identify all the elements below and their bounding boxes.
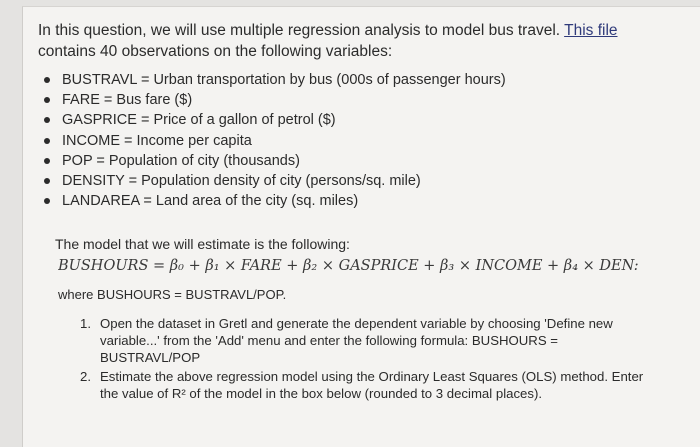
list-item: DENSITY = Population density of city (persons/sq. mile) [38, 171, 506, 191]
model-intro-text: The model that we will estimate is the following: [55, 236, 350, 252]
list-item: POP = Population of city (thousands) [38, 151, 506, 171]
step-text: Open the dataset in Gretl and generate the dependent variable by choosing 'Define new variable...' from the 'Add' menu and enter the following formula: BUSHOURS = BUSTRAVL/POP [100, 316, 613, 365]
variable-list [38, 70, 506, 211]
step-number: 2. [80, 369, 91, 384]
list-item: GASPRICE = Price of a gallon of petrol ($) [38, 110, 506, 130]
step-text: Estimate the above regression model using the Ordinary Least Squares (OLS) method. Enter the value of R² of the model in the box below (rounded to 3 decimal places). [100, 369, 644, 401]
list-item: BUSTRAVL = Urban transportation by bus (000s of passenger hours) [38, 70, 506, 90]
regression-equation: BUSHOURS = β₀ + β₁ × FARE + β₂ × GASPRICE + β₃ × INCOME + β₄ × DEN: [58, 258, 639, 274]
intro-suffix: contains 40 observations on the following variables: [38, 43, 393, 60]
step-item [80, 315, 660, 366]
intro-prefix: In this question, we will use multiple regression analysis to model bus travel. [38, 22, 565, 39]
step-item [80, 368, 660, 402]
instruction-steps [80, 315, 660, 404]
list-item: FARE = Bus fare ($) [38, 90, 506, 110]
data-file-link[interactable]: This file [564, 22, 618, 39]
list-item: INCOME = Income per capita [38, 131, 506, 151]
step-number: 1. [80, 316, 91, 331]
intro-paragraph [38, 20, 678, 62]
dependent-variable-definition: where BUSHOURS = BUSTRAVL/POP. [58, 287, 287, 302]
list-item: LANDAREA = Land area of the city (sq. miles) [38, 191, 506, 211]
